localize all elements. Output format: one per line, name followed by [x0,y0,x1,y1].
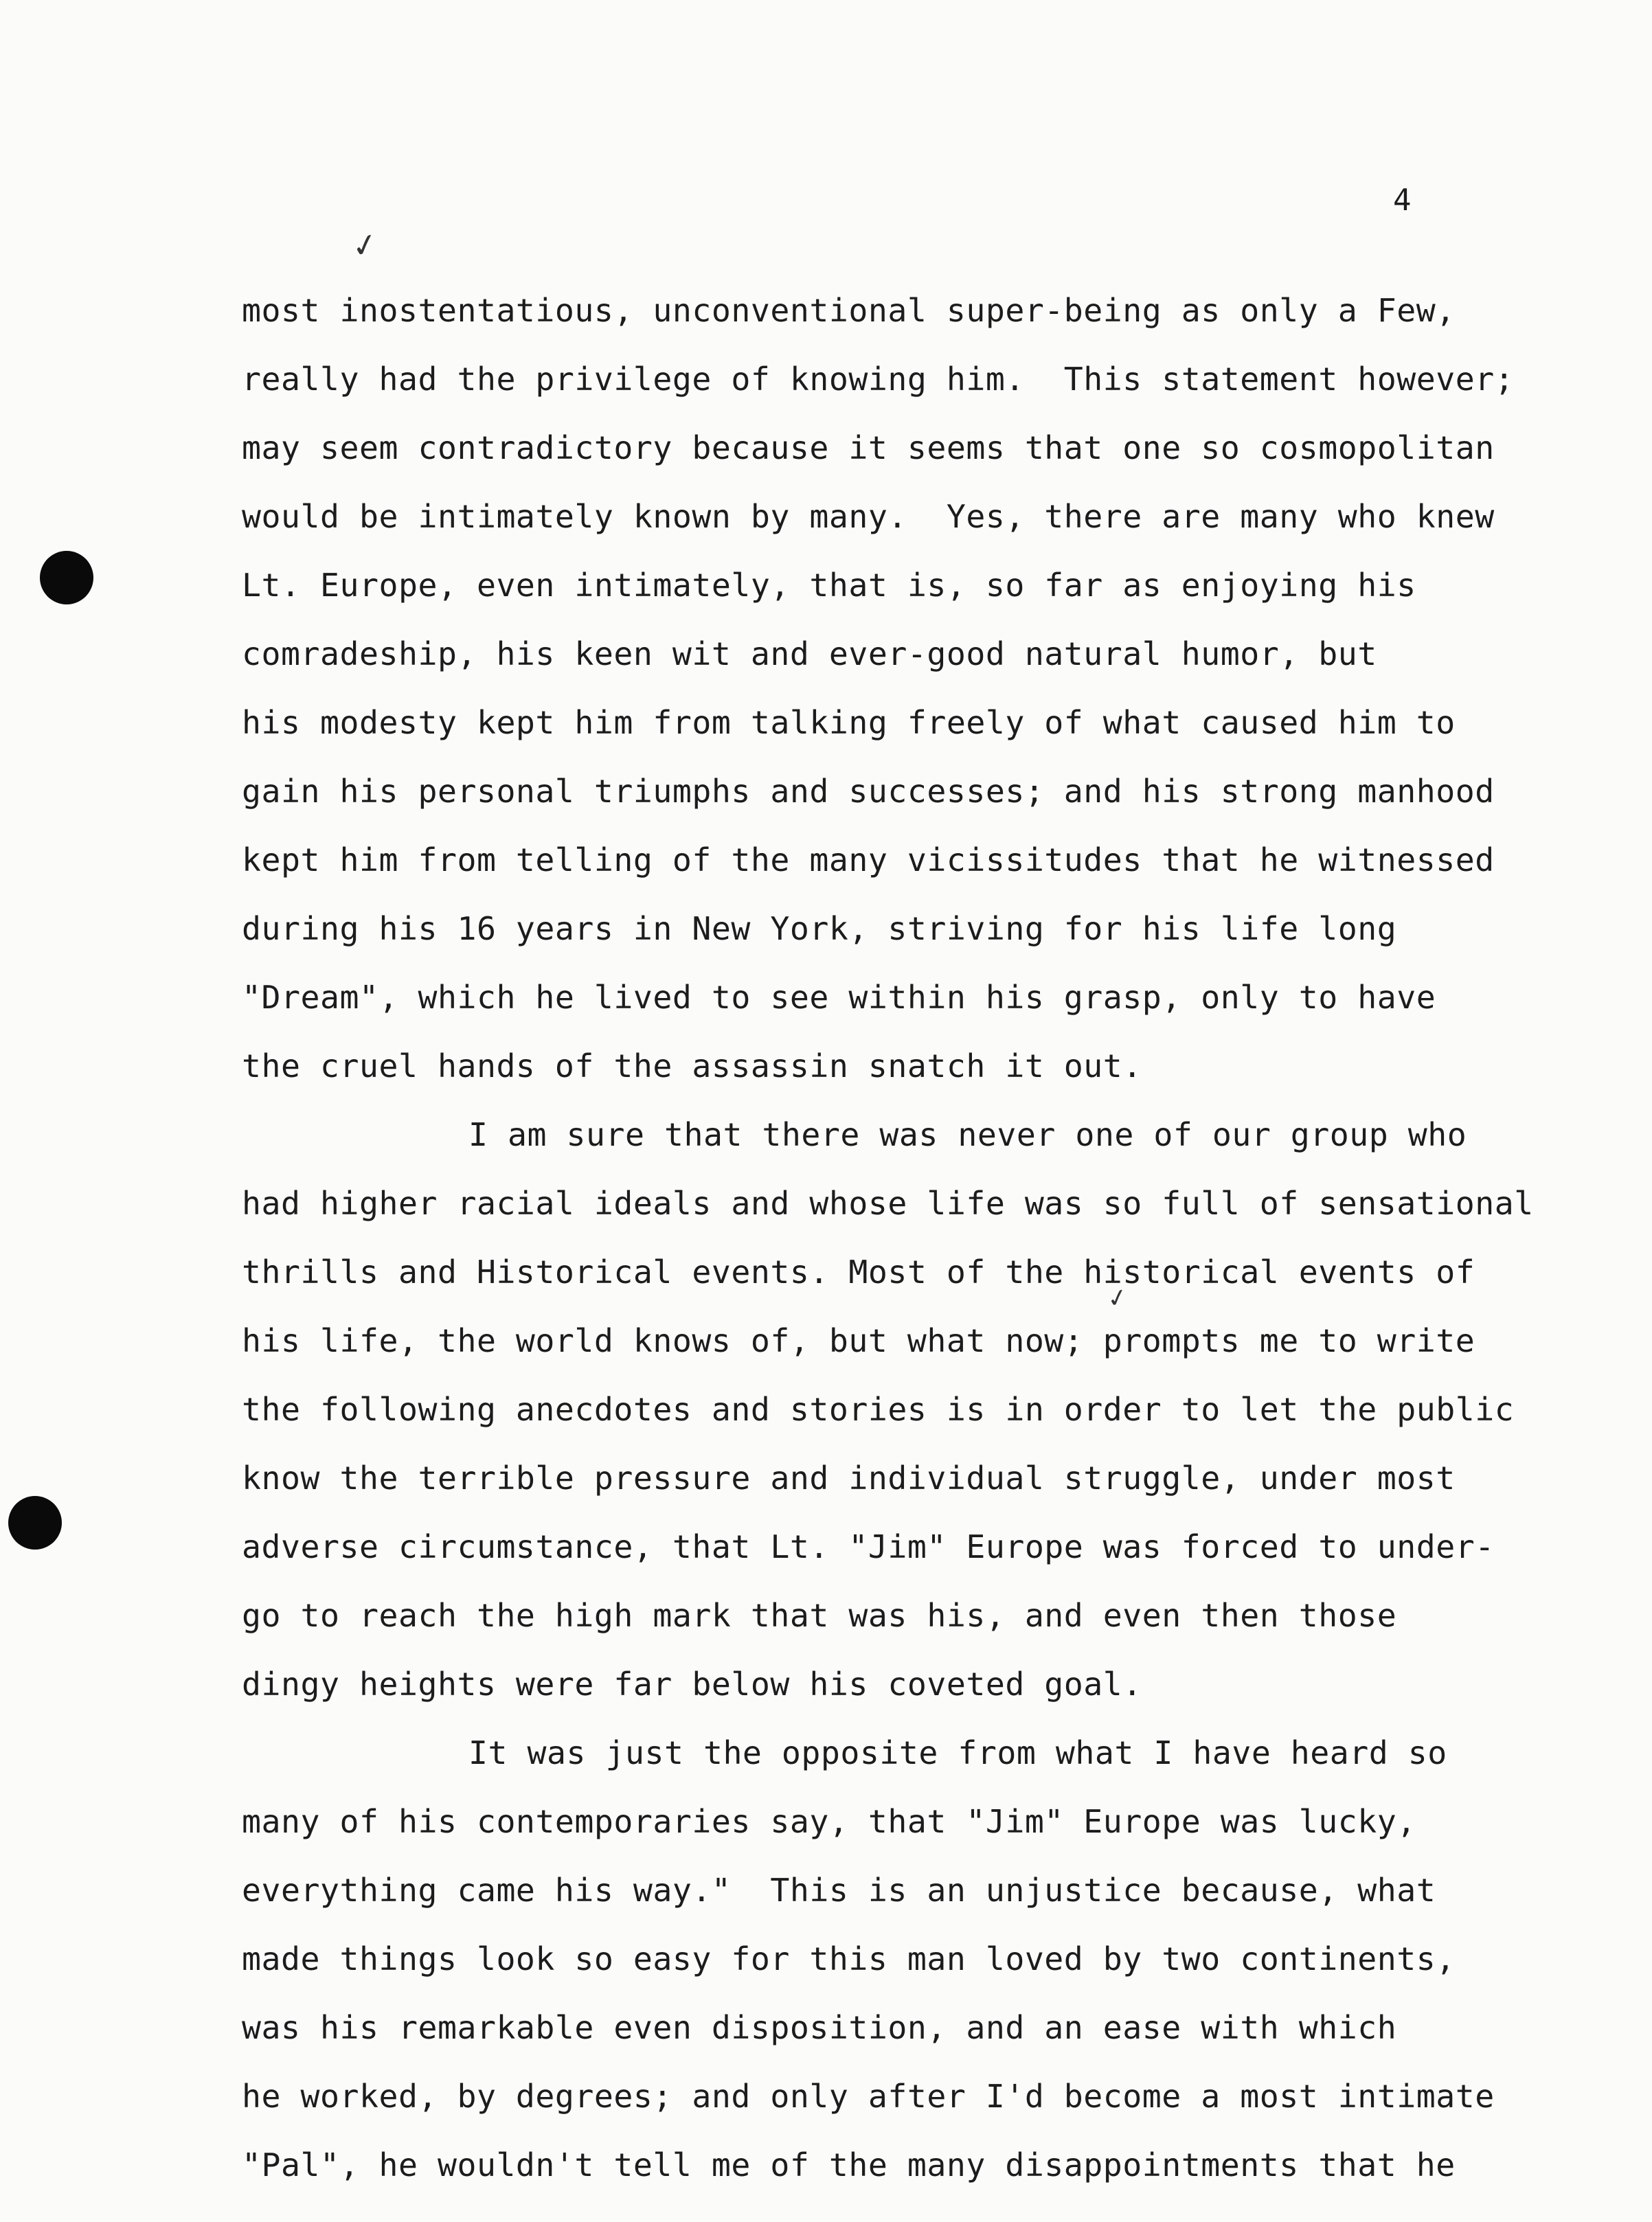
text-line: gain his personal triumphs and successes; and his strong manhood [242,773,1495,810]
text-line: the cruel hands of the assassin snatch it out. [242,1047,1142,1085]
text-line: made things look so easy for this man loved by two continents, [242,1940,1456,1977]
text-line: his life, the world knows of, but what now; prompts me to write [242,1322,1475,1359]
text-line: "Dream", which he lived to see within his grasp, only to have [242,979,1436,1016]
text-line: dingy heights were far below his coveted goal. [242,1666,1142,1703]
paragraph-first-line: I am sure that there was never one of our group who [468,1116,1467,1153]
text-line: many of his contemporaries say, that "Jim" Europe was lucky, [242,1803,1416,1840]
text-line: everything came his way." This is an unjustice because, what [242,1872,1436,1909]
text-line: he worked, by degrees; and only after I'd become a most intimate [242,2078,1495,2115]
text-line: go to reach the high mark that was his, and even then those [242,1597,1397,1634]
text-line: had higher racial ideals and whose life was so full of sensational [242,1185,1534,1222]
text-line: Lt. Europe, even intimately, that is, so far as enjoying his [242,567,1416,604]
text-line: kept him from telling of the many vicissitudes that he witnessed [242,841,1495,878]
margin-check-mark: ✓ [1105,1282,1131,1315]
text-line: his modesty kept him from talking freely of what caused him to [242,704,1456,741]
text-line: really had the privilege of knowing him. This statement however; [242,361,1515,398]
text-line: during his 16 years in New York, striving for his life long [242,910,1397,947]
paragraph-first-line: It was just the opposite from what I have heard so [468,1734,1447,1771]
text-line: adverse circumstance, that Lt. "Jim" Europe was forced to under- [242,1528,1495,1565]
text-line: was his remarkable even disposition, and an ease with which [242,2009,1397,2046]
text-line: comradeship, his keen wit and ever-good natural humor, but [242,635,1377,672]
page-number: 4 [1393,183,1412,218]
text-line: would be intimately known by many. Yes, there are many who knew [242,498,1495,535]
margin-check-mark: ✓ [348,224,382,267]
text-line: thrills and Historical events. Most of the historical events of [242,1254,1475,1291]
text-line: most inostentatious, unconventional super-being as only a Few, [242,292,1456,329]
punch-hole [8,1496,62,1550]
text-line: know the terrible pressure and individual struggle, under most [242,1460,1456,1497]
punch-hole [40,551,93,604]
body-text [242,276,1622,2199]
text-line: "Pal", he wouldn't tell me of the many disappointments that he [242,2146,1456,2184]
text-line: may seem contradictory because it seems that one so cosmopolitan [242,429,1495,466]
text-line: the following anecdotes and stories is in order to let the public [242,1391,1515,1428]
